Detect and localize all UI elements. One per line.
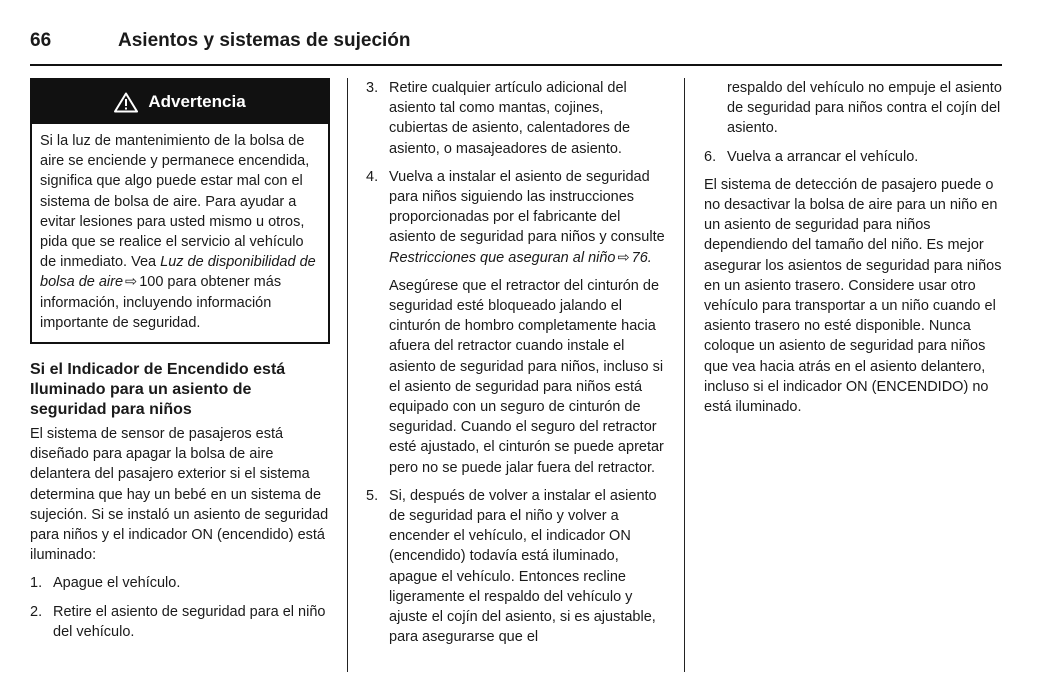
warning-body [32, 124, 328, 342]
list-item-number: 2. [30, 603, 43, 620]
warning-link[interactable]: Luz de disponibilidad de bolsa de aire [40, 254, 316, 291]
column-3 [704, 78, 1004, 417]
page-reference-arrow-icon: ⇨ [125, 274, 138, 291]
list-item [366, 78, 666, 159]
list-item-text: Vuelva a instalar el asiento de seguridad para niños siguiendo las instrucciones proporcionadas por el fabricante del asiento de seguridad para niños y consulte [389, 168, 665, 246]
warning-box [30, 78, 330, 344]
warning-link-page[interactable]: 100 [139, 274, 164, 291]
step4-link-page[interactable]: 76. [631, 249, 652, 266]
step5-continuation: respaldo del vehículo no empuje el asiento de seguridad para niños contra el cojín del asiento. [727, 80, 1002, 137]
page-header [30, 28, 1002, 66]
list-item [366, 486, 666, 648]
step4-note: Asegúrese que el retractor del cinturón de seguridad esté bloqueado jalando el cinturón de hombro completamente hacia afuera del retractor cuando instale el asiento de seguridad para niños, incluso si el asiento de seguridad para niños está equipado con un seguro de cinturón de seguridad. Cuando el seguro del retractor esté ajustado, el cinturón se puede apretar pero no se puede jalar fuera del retractor. [389, 277, 664, 476]
page-title: Asientos y sistemas de sujeción [118, 30, 411, 51]
column-2 [366, 78, 666, 655]
warning-title: Advertencia [148, 91, 246, 111]
column-divider-2 [684, 78, 685, 672]
section-intro: El sistema de sensor de pasajeros está diseñado para apagar la bolsa de aire delantera del pasajero exterior si el sistema determina que hay un bebé en un sistema de sujeción. Si se instaló un asiento de seguridad para niños y el indicador ON (encendido) está iluminado: [30, 426, 329, 564]
page-number: 66 [30, 30, 52, 51]
closing-paragraph: El sistema de detección de pasajero puede o no desactivar la bolsa de aire para un niño en un asiento de seguridad para niños dependiendo del tamaño del niño. Es mejor asegurar los asientos de seguridad para niños en un asiento trasero. Considere usar otro vehículo para transportar a un niño cuando el asiento trasero no esté disponible. Nunca coloque un asiento de seguridad para niños que vea hacia atrás en el asiento delantero, incluso si el indicador ON (ENCENDIDO) no está iluminado. [704, 176, 1002, 416]
section-heading: Si el Indicador de Encendido está Iluminado para un asiento de seguridad para niños [30, 361, 286, 419]
list-item-text: Si, después de volver a instalar el asiento de seguridad para el niño y volver a encender el vehículo, el indicador ON (encendido) todavía está iluminado, apague el vehículo. Entonces recline ligeramente el respaldo del vehículo y ajuste el cojín del asiento, si es ajustable, para asegurarse que el [389, 487, 657, 646]
list-item-number: 6. [704, 148, 717, 165]
list-item-number: 5. [366, 487, 379, 504]
list-item [366, 167, 666, 268]
list-item-number: 3. [366, 80, 379, 96]
warning-triangle-icon [114, 92, 138, 113]
list-item-number: 1. [30, 575, 43, 592]
list-item-text: Retire el asiento de seguridad para el niño del vehículo. [53, 603, 326, 640]
list-item-text: Apague el vehículo. [53, 575, 181, 592]
warning-text-after: para obtener más información, incluyendo información importante de seguridad. [40, 274, 282, 331]
step4-link[interactable]: Restricciones que aseguran al niño [389, 249, 616, 266]
page-reference-arrow-icon: ⇨ [617, 249, 630, 266]
list-item [704, 147, 1004, 167]
column-divider-1 [347, 78, 348, 672]
list-item [30, 602, 330, 642]
list-item-number: 4. [366, 168, 379, 185]
warning-text: Si la luz de mantenimiento de la bolsa de aire se enciende y permanece encendida, significa que algo puede estar mal con el sistema de bolsa de aire. Para ayudar a evitar lesiones para usted mismo u otros, pida que se realice el servicio al vehículo de inmediato. Vea [40, 133, 310, 271]
warning-header [32, 80, 328, 124]
column-1 [30, 78, 330, 650]
list-item-text: Vuelva a arrancar el vehículo. [727, 148, 919, 165]
list-item-text: Retire cualquier artículo adicional del asiento tal como mantas, cojines, cubiertas de asiento, calentadores de asiento, o masajeadores de asiento. [389, 80, 631, 157]
list-item [30, 573, 330, 593]
